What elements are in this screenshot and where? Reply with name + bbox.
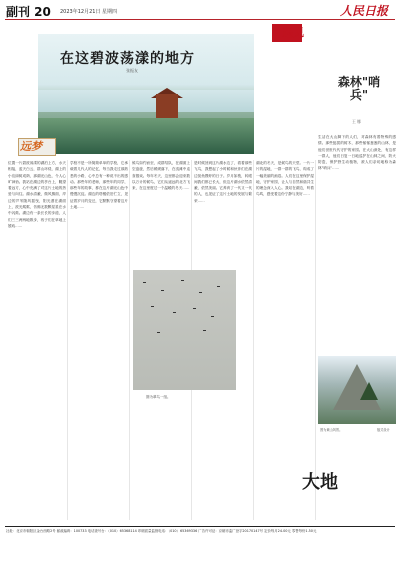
footer-divider xyxy=(5,526,395,527)
column-separator xyxy=(315,160,316,520)
bird-mark xyxy=(217,286,220,287)
birds-photo xyxy=(133,270,236,390)
lake-image xyxy=(38,90,254,112)
article-text: 学校不是一所简简单单的学校，它承载着几代人的记忆，每当我走过那熟悉的小路，心中总有一种说不出的感动。那些年的老师，那些年的同学，那些年的故事，都在这片湖光山色中慢慢沉淀。湖边的塔楼依旧伫立，见证着岁月的变迁，它默默守望着这片土地…… xyxy=(70,161,128,210)
side-article-text: 生活在大山脚下的人们，对森林有着特殊的感情。那些挺拔的树木，那些郁郁葱葱的山林，是他们世世代代守护的家园。在大山深处，有这样一群人，他们日复一日地巡护在山林之间，防火防盗，保护野生动植物，被人们亲切地称为森林"哨兵"…… xyxy=(318,135,396,171)
article-column-2 xyxy=(70,160,128,520)
bird-mark xyxy=(151,306,154,307)
article-text: 位置一片碧波荡漾的湖泊上方，水天相接，蓝天白云，群山环绕，湖上的小岛绿树成荫，那湖光山色，令人心旷神怡。我站在湖边的亭台上，眺望着远方，心中充满了对这片土地的热爱与向往。湖水清澈，微风拂面，岸边的芦苇随风摇曳，阳光洒在湖面上，波光粼粼，仿佛无数颗星星在水中闪烁。湖边有一条长长的步道，人们三三两两地散步，孩子们在草地上嬉戏…… xyxy=(8,161,66,228)
bird-mark xyxy=(181,280,184,281)
mountain-photo xyxy=(318,356,396,424)
article-text: 候鸟如约而至，成群结队，在湖面上空盘旋，然后缓缓落下，在浅滩中觅食嬉戏。每年冬天，这里都会迎来数以万计的候鸟，它们从遥远的北方飞来，在这里度过一个温暖的冬天…… xyxy=(132,161,190,191)
page-title: 大地 xyxy=(302,472,338,493)
bird-mark xyxy=(173,312,176,313)
column-separator xyxy=(129,160,130,520)
article-title: 在这碧波荡漾的地方 xyxy=(60,51,195,67)
side-article-title: 森林"哨兵" xyxy=(337,75,381,102)
bird-mark xyxy=(143,282,146,283)
photo-caption: 图为黄山风景。 xyxy=(320,428,343,432)
bird-mark xyxy=(157,332,160,333)
photo-caption: 图为翠鸟一组。 xyxy=(146,395,171,399)
article-column-5 xyxy=(256,160,314,520)
layout-credit: 版式设计 xyxy=(377,428,390,432)
article-text: 是时候回到这片湖水边了，看着那些飞鸟，我想起了小时候和伙伴们在湖边捉鱼摸虾的日子。岁月如梭，转眼间我们都已长大，但这片湖水依然清澈，依然美丽。它养育了一代又一代的人，也见证了这片土地的发展与繁荣…… xyxy=(194,161,252,203)
article-column-1 xyxy=(8,160,66,520)
header-divider xyxy=(5,19,395,20)
footer-text: 社址：北京市朝阳区金台西路2号 邮政编码：100733 电话查号台：（010）65368114 印刷质量监督电话：（010）65369336 广告许可证：京朝市监广登字20170147号 定价每月24.00元 零售每份1.50元 xyxy=(6,529,317,533)
bird-mark xyxy=(161,290,164,291)
issue-date: 2023年12月21日 星期四 xyxy=(60,9,118,15)
bird-mark xyxy=(199,292,202,293)
section-title: 副刊 20 xyxy=(6,5,51,19)
column-separator xyxy=(253,160,254,520)
seal-text: 远梦 xyxy=(20,140,42,153)
tree-line-image xyxy=(38,118,254,154)
article-text: 湖北的冬天，是候鸟的天堂。一片一片的湿地，一群一群的飞鸟，构成了一幅美丽的画卷。人们在这里保护湿地，守护家园，让人与自然和谐共生的理念深入人心。我站在湖边，听着鸟鸣，感受着这份宁静与美好…… xyxy=(256,161,314,197)
article-author: 张振友 xyxy=(126,68,138,73)
newspaper-logo: 人民日报 xyxy=(339,4,388,18)
bird-mark xyxy=(211,316,214,317)
bird-mark xyxy=(203,330,206,331)
side-article-author: 王 娜 xyxy=(352,119,361,124)
pine-tree-image xyxy=(360,382,378,400)
column-name: 遇见 xyxy=(282,26,304,39)
column-separator xyxy=(67,160,68,520)
bird-mark xyxy=(193,308,196,309)
